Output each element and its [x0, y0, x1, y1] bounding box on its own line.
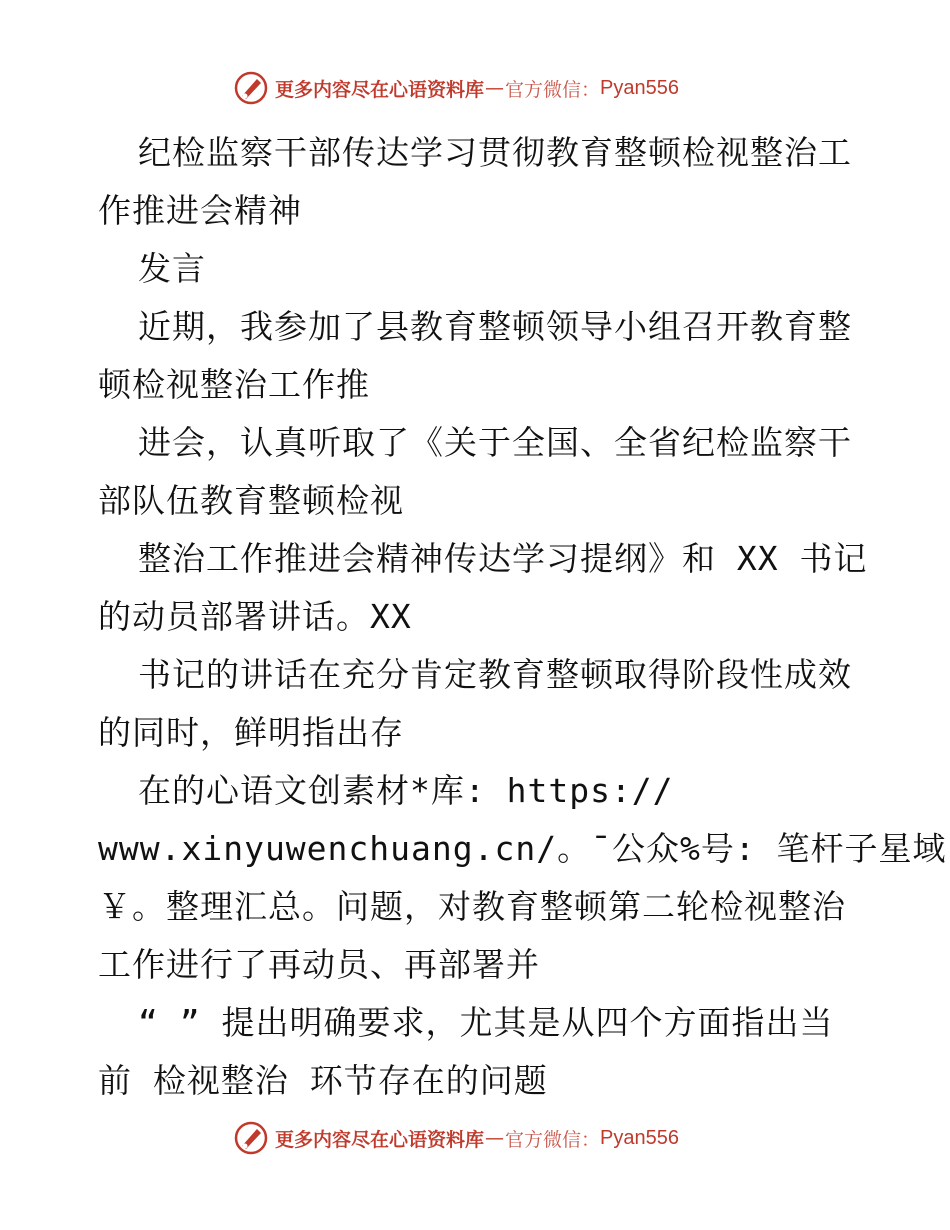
document-line: 书记的讲话在充分肯定教育整顿取得阶段性成效	[138, 655, 852, 694]
banner-wechat-id: Pyan556	[600, 1126, 679, 1149]
document-line: 整治工作推进会精神传达学习提纲》和 XX 书记	[138, 539, 868, 578]
footer-watermark-banner	[0, 1118, 950, 1158]
document-line: 的动员部署讲话。XX	[98, 597, 412, 636]
document-line: 纪检监察干部传达学习贯彻教育整顿检视整治工	[138, 133, 852, 172]
document-line: 在的心语文创素材*库: https://	[138, 771, 674, 810]
document-line: 发言	[138, 249, 206, 288]
pen-nib-logo-icon	[233, 1120, 269, 1156]
document-line: “ ” 提出明确要求，尤其是从四个方面指出当	[138, 1003, 834, 1042]
banner-wechat-id: Pyan556	[600, 76, 679, 99]
document-body	[98, 124, 947, 1110]
document-line: 前 检视整治 环节存在的问题	[98, 1061, 548, 1100]
document-line: 进会，认真听取了《关于全国、全省纪检监察干	[138, 423, 852, 462]
banner-official-label: 官方微信：	[505, 1128, 601, 1151]
document-line: 工作进行了再动员、再部署并	[98, 945, 540, 984]
banner-dash: —	[485, 77, 505, 99]
banner-dash: —	[485, 1127, 505, 1149]
document-line: www.xinyuwenchuang.cn/。¯公众%号: 笔杆子星域	[98, 829, 947, 868]
document-line: 的同时，鲜明指出存	[98, 713, 404, 752]
header-watermark-banner	[0, 68, 950, 108]
document-line: 顿检视整治工作推	[98, 365, 370, 404]
banner-official-label: 官方微信：	[505, 78, 601, 101]
document-line: 近期，我参加了县教育整顿领导小组召开教育整	[138, 307, 852, 346]
document-line: 作推进会精神	[98, 191, 302, 230]
banner-main-text: 更多内容尽在心语资料库	[275, 78, 485, 101]
banner-main-text: 更多内容尽在心语资料库	[275, 1128, 485, 1151]
document-line: ￥。整理汇总。问题，对教育整顿第二轮检视整治	[98, 887, 846, 926]
pen-nib-logo-icon	[233, 70, 269, 106]
document-line: 部队伍教育整顿检视	[98, 481, 404, 520]
